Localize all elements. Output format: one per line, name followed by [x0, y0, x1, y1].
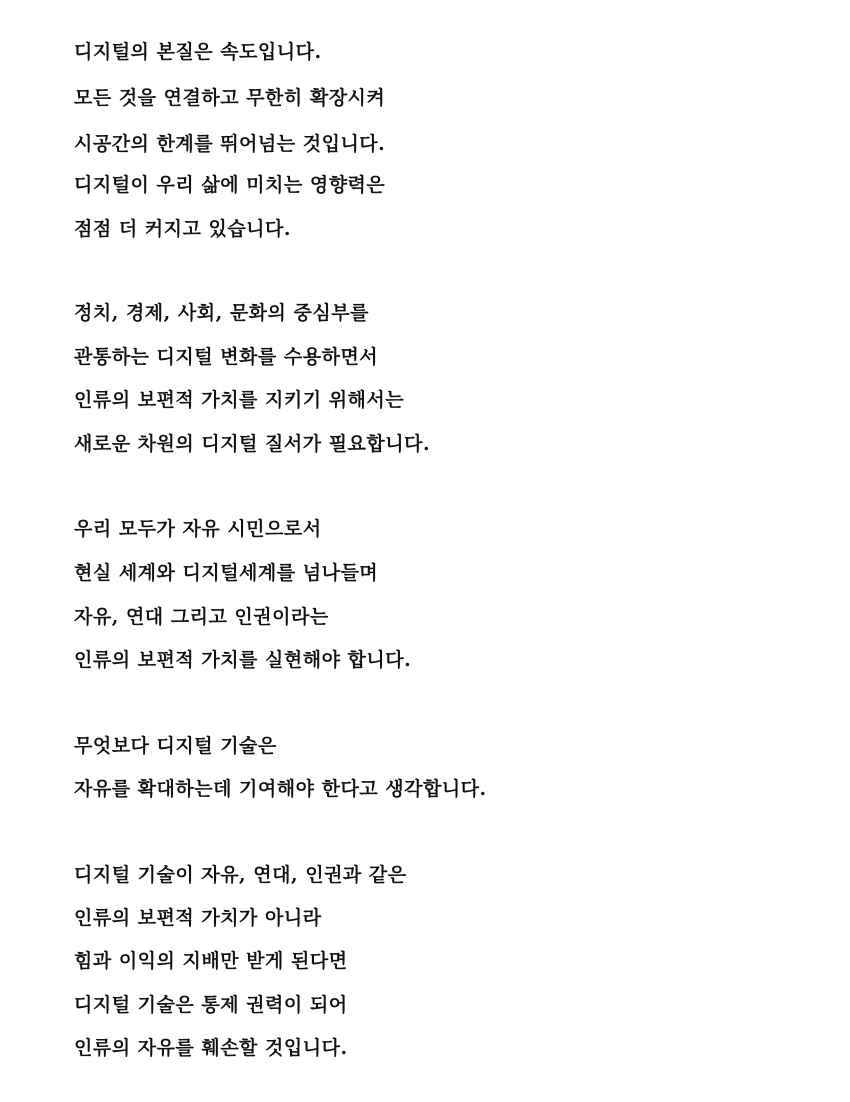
text-line: 인류의 자유를 훼손할 것입니다.	[74, 1037, 348, 1059]
text-line: 무엇보다 디지털 기술은	[74, 735, 277, 757]
text-line: 디지털 기술이 자유, 연대, 인권과 같은	[74, 864, 407, 886]
text-line: 디지털의 본질은 속도입니다.	[74, 41, 322, 63]
text-line: 우리 모두가 자유 시민으로서	[74, 518, 322, 540]
text-line: 인류의 보편적 가치를 지키기 위해서는	[74, 389, 405, 411]
text-line: 힘과 이익의 지배만 받게 된다면	[74, 950, 348, 972]
text-line: 관통하는 디지털 변화를 수용하면서	[74, 346, 379, 368]
text-line: 시공간의 한계를 뛰어넘는 것입니다.	[74, 133, 386, 155]
text-line: 디지털이 우리 삶에 미치는 영향력은	[74, 174, 386, 196]
text-line: 현실 세계와 디지털세계를 넘나들며	[74, 562, 379, 584]
text-line: 새로운 차원의 디지털 질서가 필요합니다.	[74, 433, 431, 455]
text-line: 디지털 기술은 통제 권력이 되어	[74, 994, 348, 1016]
text-line: 자유를 확대하는데 기여해야 한다고 생각합니다.	[74, 778, 487, 800]
text-line: 모든 것을 연결하고 무한히 확장시켜	[74, 87, 386, 109]
text-line: 인류의 보편적 가치를 실현해야 합니다.	[74, 649, 412, 671]
text-line: 자유, 연대 그리고 인권이라는	[74, 606, 329, 628]
text-line: 정치, 경제, 사회, 문화의 중심부를	[74, 302, 369, 324]
text-line: 점점 더 커지고 있습니다.	[74, 218, 291, 240]
text-line: 인류의 보편적 가치가 아니라	[74, 907, 322, 929]
